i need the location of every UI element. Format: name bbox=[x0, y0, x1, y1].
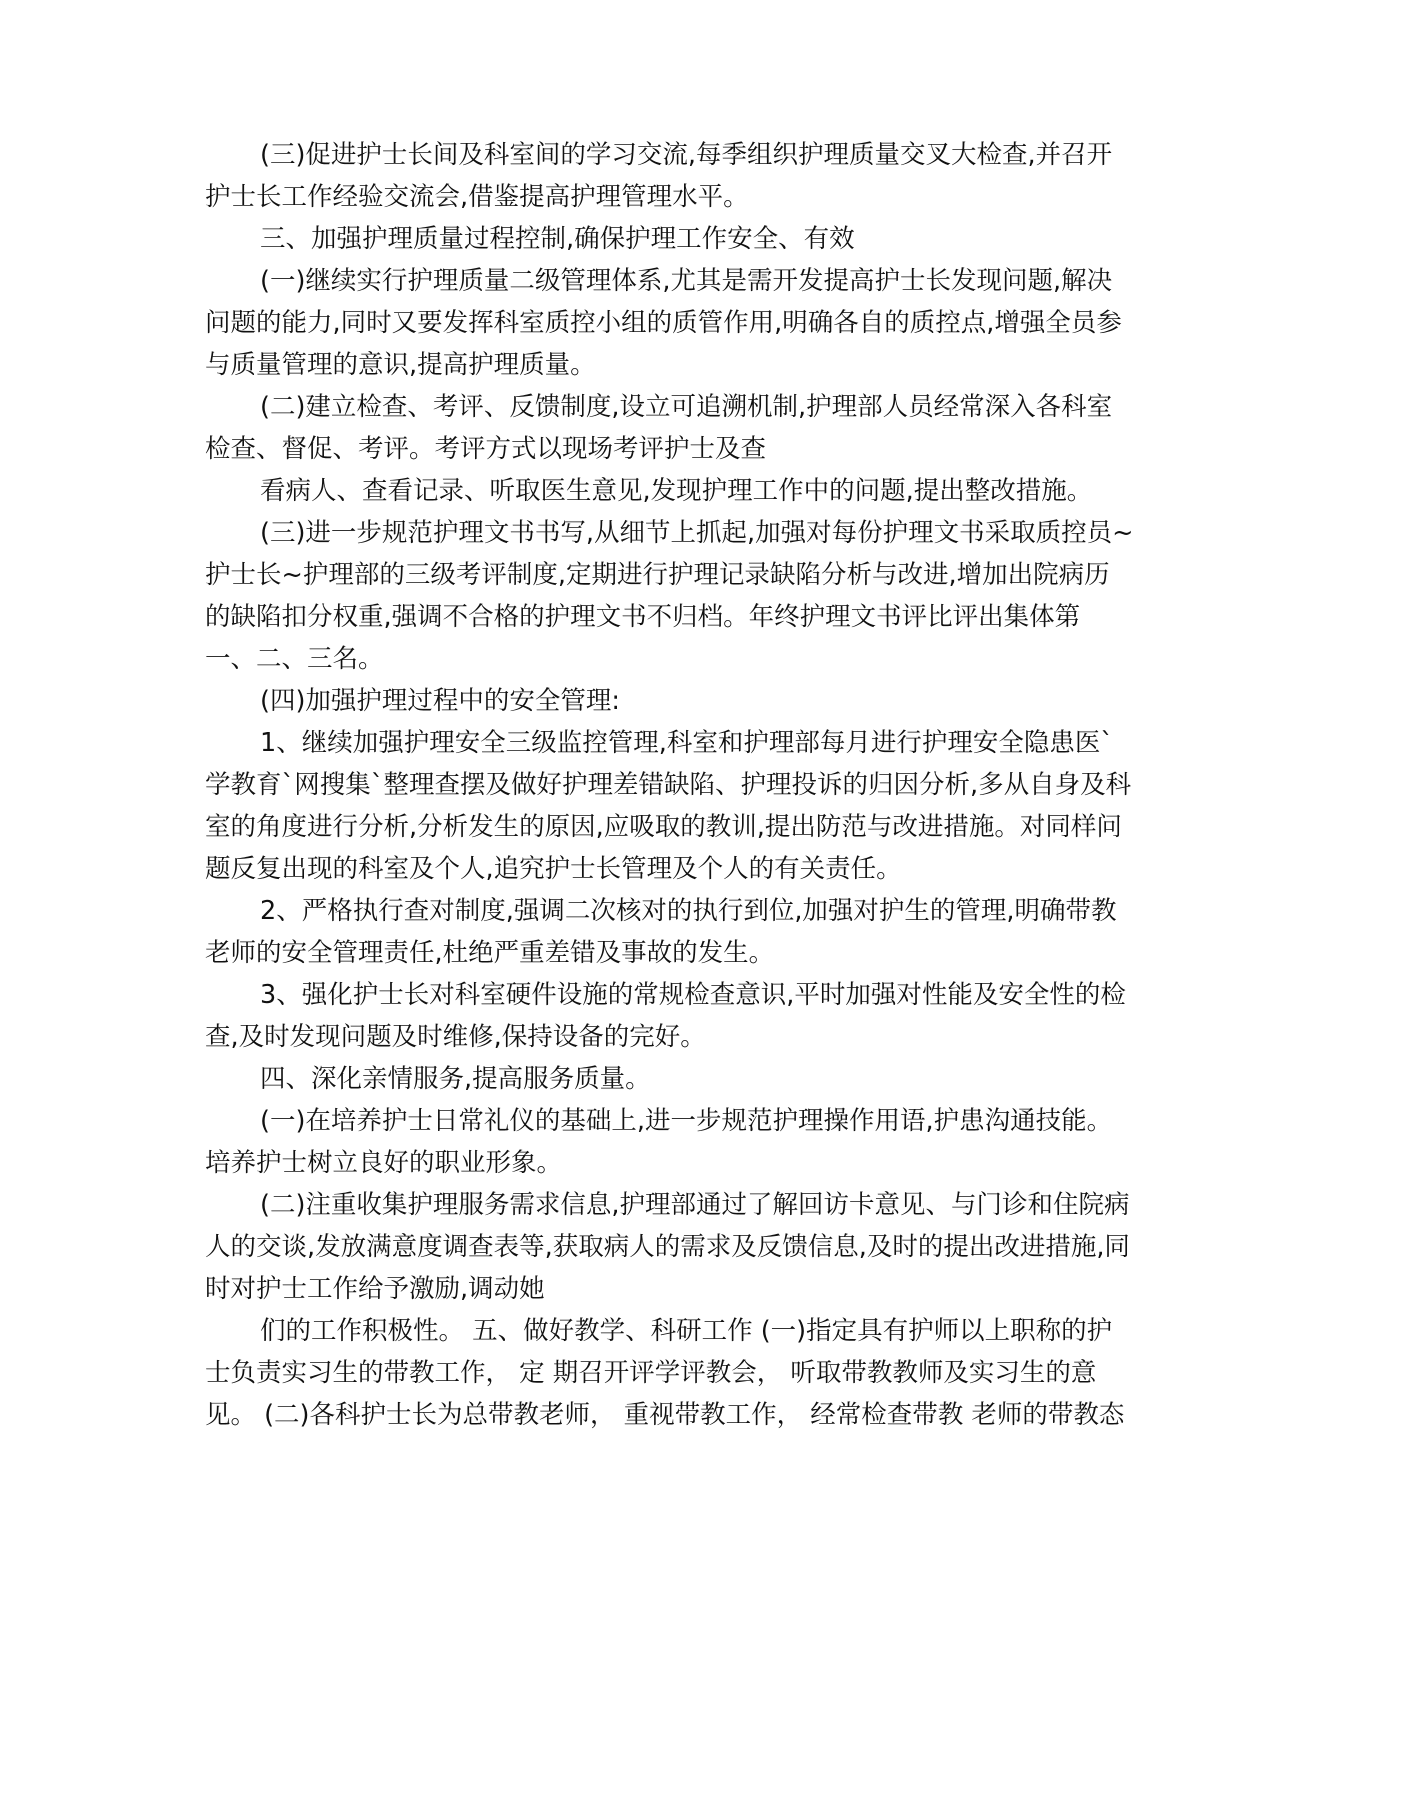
text-line: 题反复出现的科室及个人,追究护士长管理及个人的有关责任。 bbox=[205, 854, 902, 884]
text-line: 士负责实习生的带教工作， 定 期召开评学评教会， 听取带教教师及实习生的意 bbox=[205, 1358, 1097, 1388]
text-line: 老师的安全管理责任,杜绝严重差错及事故的发生。 bbox=[205, 938, 775, 968]
section-heading: 三、加强护理质量过程控制,确保护理工作安全、有效 bbox=[260, 224, 855, 254]
text-line: 3、强化护士长对科室硬件设施的常规检查意识,平时加强对性能及安全性的检 bbox=[260, 980, 1126, 1010]
text-line: (三)促进护士长间及科室间的学习交流,每季组织护理质量交叉大检查,并召开 bbox=[260, 140, 1113, 170]
text-line: (二)建立检查、考评、反馈制度,设立可追溯机制,护理部人员经常深入各科室 bbox=[260, 392, 1113, 422]
text-line: 一、二、三名。 bbox=[205, 644, 384, 674]
text-line: (一)在培养护士日常礼仪的基础上,进一步规范护理操作用语,护患沟通技能。 bbox=[260, 1106, 1113, 1136]
text-line: 看病人、查看记录、听取医生意见,发现护理工作中的问题,提出整改措施。 bbox=[260, 476, 1093, 506]
text-line: 护士长~护理部的三级考评制度,定期进行护理记录缺陷分析与改进,增加出院病历 bbox=[205, 560, 1110, 590]
text-line: 时对护士工作给予激励,调动她 bbox=[205, 1274, 545, 1304]
text-line: 们的工作积极性。 五、做好教学、科研工作 (一)指定具有护师以上职称的护 bbox=[260, 1316, 1113, 1346]
text-line: 的缺陷扣分权重,强调不合格的护理文书不归档。年终护理文书评比评出集体第 bbox=[205, 602, 1081, 632]
text-line: (一)继续实行护理质量二级管理体系,尤其是需开发提高护士长发现问题,解决 bbox=[260, 266, 1113, 296]
text-line: 见。 (二)各科护士长为总带教老师， 重视带教工作， 经常检查带教 老师的带教态 bbox=[205, 1400, 1125, 1430]
text-line: 与质量管理的意识,提高护理质量。 bbox=[205, 350, 596, 380]
text-line: 培养护士树立良好的职业形象。 bbox=[205, 1148, 563, 1178]
text-line: 1、继续加强护理安全三级监控管理,科室和护理部每月进行护理安全隐患医` bbox=[260, 728, 1114, 758]
text-line: (四)加强护理过程中的安全管理: bbox=[260, 686, 620, 716]
text-line: 学教育`网搜集`整理查摆及做好护理差错缺陷、护理投诉的归因分析,多从自身及科 bbox=[205, 770, 1132, 800]
text-line: 人的交谈,发放满意度调查表等,获取病人的需求及反馈信息,及时的提出改进措施,同 bbox=[205, 1232, 1130, 1262]
text-line: 室的角度进行分析,分析发生的原因,应吸取的教训,提出防范与改进措施。对同样问 bbox=[205, 812, 1122, 842]
section-heading: 四、深化亲情服务,提高服务质量。 bbox=[260, 1064, 651, 1094]
text-line: 问题的能力,同时又要发挥科室质控小组的质管作用,明确各自的质控点,增强全员参 bbox=[205, 308, 1122, 338]
text-line: (三)进一步规范护理文书书写,从细节上抓起,加强对每份护理文书采取质控员~ bbox=[260, 518, 1134, 548]
text-line: 2、严格执行查对制度,强调二次核对的执行到位,加强对护生的管理,明确带教 bbox=[260, 896, 1117, 926]
text-line: 查,及时发现问题及时维修,保持设备的完好。 bbox=[205, 1022, 706, 1052]
text-line: (二)注重收集护理服务需求信息,护理部通过了解回访卡意见、与门诊和住院病 bbox=[260, 1190, 1130, 1220]
text-line: 检查、督促、考评。考评方式以现场考评护士及查 bbox=[205, 434, 767, 464]
text-line: 护士长工作经验交流会,借鉴提高护理管理水平。 bbox=[205, 182, 749, 212]
